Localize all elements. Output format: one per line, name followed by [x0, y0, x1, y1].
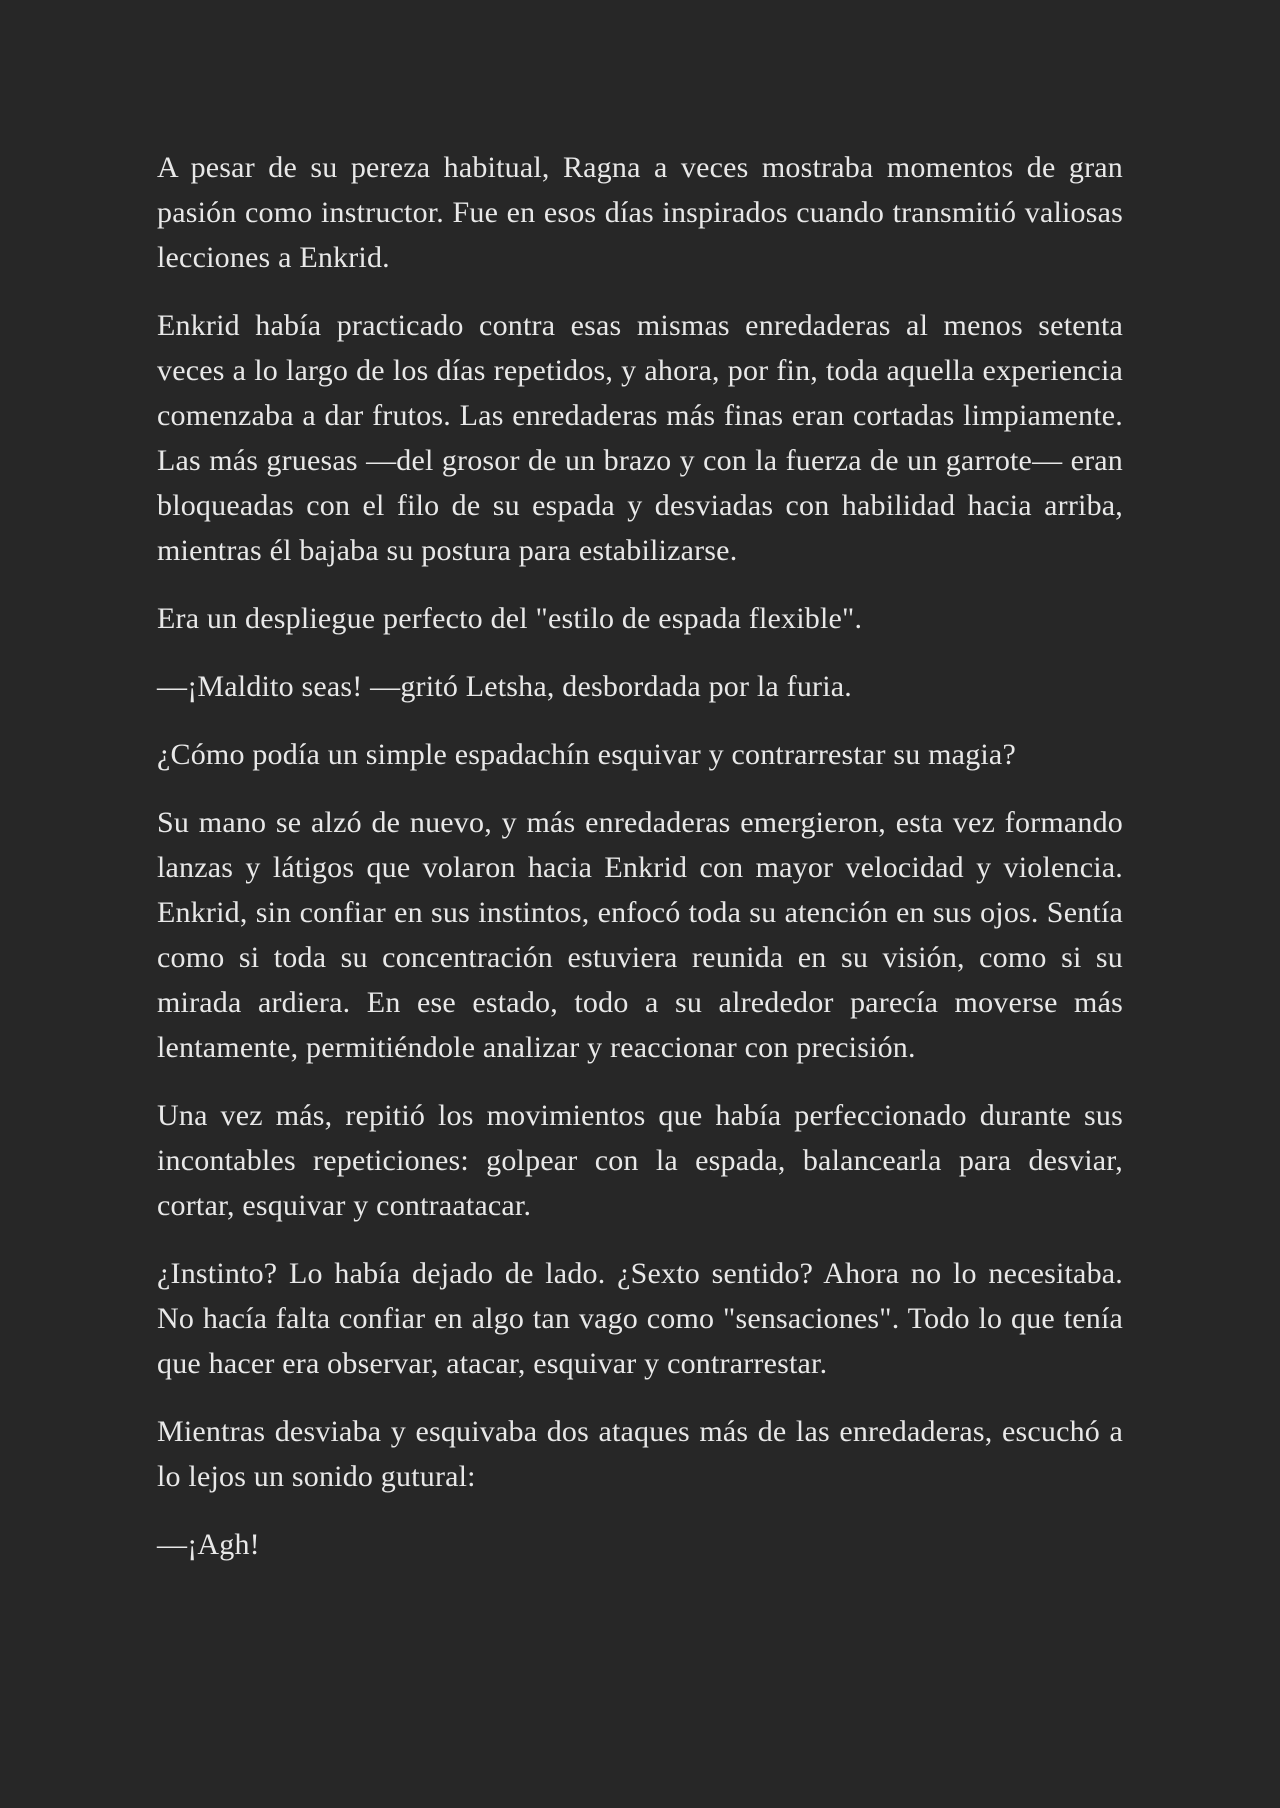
paragraph: Su mano se alzó de nuevo, y más enredaderas emergieron, esta vez formando lanzas y látigos que volaron hacia Enkrid con mayor velocidad y violencia. Enkrid, sin confiar en sus instintos, enfocó toda su atención en sus ojos. Sentía como si toda su concentración estuviera reunida en su visión, como si su mirada ardiera. En ese estado, todo a su alrededor parecía moverse más lentamente, permitiéndole analizar y reaccionar con precisión. — [157, 806, 1123, 1064]
paragraph: ¿Cómo podía un simple espadachín esquivar y contrarrestar su magia? — [157, 738, 1016, 771]
paragraph: A pesar de su pereza habitual, Ragna a veces mostraba momentos de gran pasión como instructor. Fue en esos días inspirados cuando transmitió valiosas lecciones a Enkrid. — [157, 151, 1123, 274]
chapter-text — [157, 145, 1123, 1567]
paragraph: Enkrid había practicado contra esas mismas enredaderas al menos setenta veces a lo largo de los días repetidos, y ahora, por fin, toda aquella experiencia comenzaba a dar frutos. Las enredaderas más finas eran cortadas limpiamente. Las más gruesas —del grosor de un brazo y con la fuerza de un garrote— eran bloqueadas con el filo de su espada y desviadas con habilidad hacia arriba, mientras él bajaba su postura para estabilizarse. — [157, 309, 1123, 567]
paragraph: Una vez más, repitió los movimientos que había perfeccionado durante sus incontables repeticiones: golpear con la espada, balancearla para desviar, cortar, esquivar y contraatacar. — [157, 1099, 1123, 1222]
paragraph: Mientras desviaba y esquivaba dos ataques más de las enredaderas, escuchó a lo lejos un sonido gutural: — [157, 1415, 1123, 1493]
paragraph: Era un despliegue perfecto del "estilo de espada flexible". — [157, 602, 863, 635]
paragraph: ¿Instinto? Lo había dejado de lado. ¿Sexto sentido? Ahora no lo necesitaba. No hacía falta confiar en algo tan vago como "sensaciones". Todo lo que tenía que hacer era observar, atacar, esquivar y contrarrestar. — [157, 1257, 1123, 1380]
paragraph: —¡Maldito seas! —gritó Letsha, desbordada por la furia. — [157, 670, 852, 703]
paragraph: —¡Agh! — [157, 1528, 260, 1561]
